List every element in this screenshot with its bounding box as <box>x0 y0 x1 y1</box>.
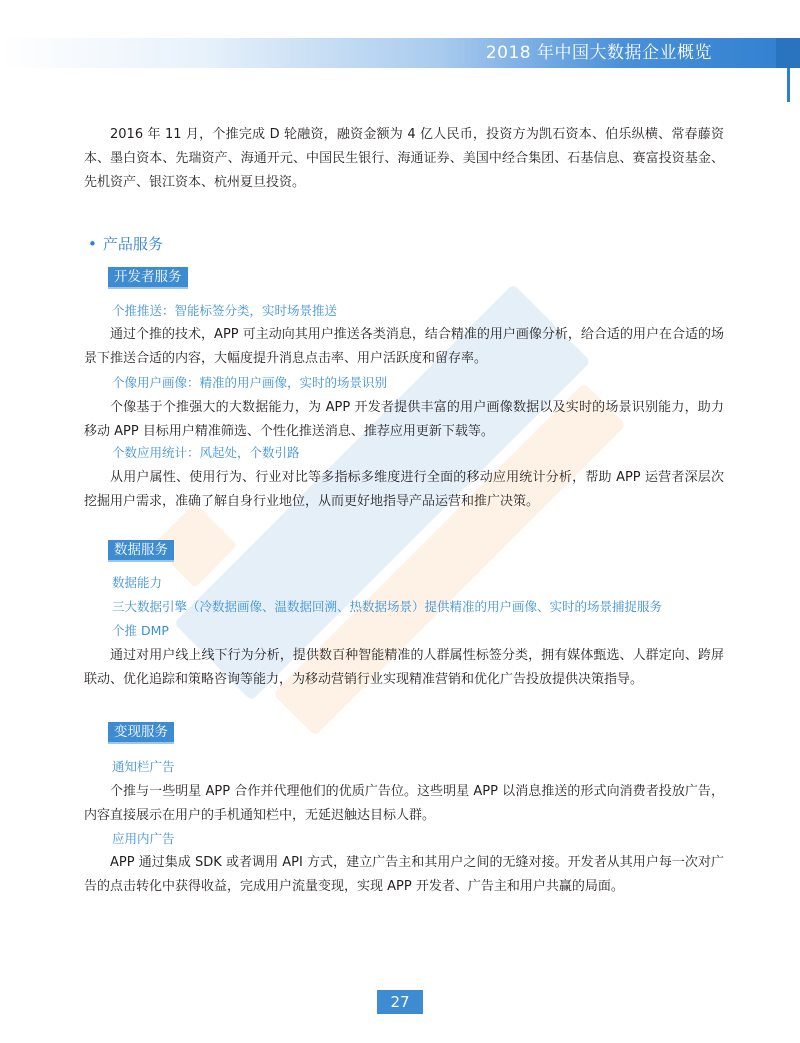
data-service-paragraph: 通过对用户线上线下行为分析，提供数百种智能精准的人群属性标签分类，拥有媒体甄选、人群定向、跨屏联动、优化追踪和策略咨询等能力，为移动营销行业实现精准营销和优化广告投放提供决策指导。 <box>84 648 724 687</box>
notification-ad-paragraph: 个推与一些明星 APP 合作并代理他们的优质广告位。这些明星 APP 以消息推送的形式向消费者投放广告，内容直接展示在用户的手机通知栏中，无延迟触达目标人群。 <box>84 784 724 823</box>
data-ability-subtitle: 数据能力 <box>112 575 163 590</box>
header-accent-line <box>787 68 790 102</box>
push-subtitle: 个推推送：智能标签分类，实时场景推送 <box>112 303 338 318</box>
monetize-service-tag: 变现服务 <box>108 722 174 744</box>
product-section-title: 产品服务 <box>102 235 163 253</box>
header-banner <box>0 38 800 68</box>
header-title: 2018 年中国大数据企业概览 <box>485 43 712 63</box>
page-number: 27 <box>377 990 423 1014</box>
bullet-icon: • <box>88 235 97 253</box>
stats-subtitle: 个数应用统计：风起处，个数引路 <box>112 445 300 460</box>
in-app-ad-paragraph: APP 通过集成 SDK 或者调用 API 方式，建立广告主和其用户之间的无缝对接。开发者从其用户每一次对广告的点击转化中获得收益，完成用户流量变现，实现 APP 开发者、广告主和用户共赢的局面。 <box>84 855 724 894</box>
push-paragraph: 通过个推的技术，APP 可主动向其用户推送各类消息，结合精准的用户画像分析，给合适的用户在合适的场景下推送合适的内容，大幅度提升消息点击率、用户活跃度和留存率。 <box>84 327 724 366</box>
product-section-heading <box>88 233 163 254</box>
developer-service-tag: 开发者服务 <box>108 267 188 289</box>
stats-paragraph: 从用户属性、使用行为、行业对比等多指标多维度进行全面的移动应用统计分析，帮助 APP 运营者深层次挖掘用户需求，准确了解自身行业地位，从而更好地指导产品运营和推广决策。 <box>84 470 724 509</box>
header-corner-tab <box>776 38 800 68</box>
portrait-subtitle: 个像用户画像：精准的用户画像，实时的场景识别 <box>112 375 388 390</box>
intro-paragraph: 2016 年 11 月，个推完成 D 轮融资，融资金额为 4 亿人民币，投资方为凯石资本、伯乐纵横、常春藤资本、墨白资本、先瑞资产、海通开元、中国民生银行、海通证券、美国中经合集团、石基信息、赛富投资基金、先机资产、银江资本、杭州夏旦投资。 <box>84 127 724 190</box>
data-engine-subtitle: 三大数据引擎（冷数据画像、温数据回溯、热数据场景）提供精准的用户画像、实时的场景捕捉服务 <box>112 599 663 614</box>
data-service-tag: 数据服务 <box>108 540 174 562</box>
notification-ad-subtitle: 通知栏广告 <box>112 759 175 774</box>
dmp-subtitle: 个推 DMP <box>112 623 169 638</box>
in-app-ad-subtitle: 应用内广告 <box>112 831 175 846</box>
portrait-paragraph: 个像基于个推强大的大数据能力，为 APP 开发者提供丰富的用户画像数据以及实时的场景识别能力，助力移动 APP 目标用户精准筛选、个性化推送消息、推荐应用更新下载等。 <box>84 400 724 439</box>
